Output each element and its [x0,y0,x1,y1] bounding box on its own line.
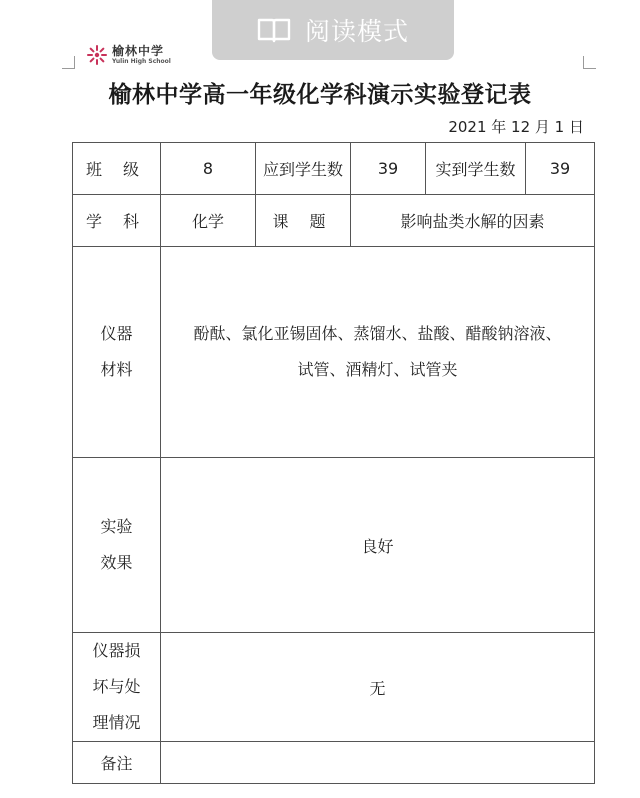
expected-students-value: 39 [351,143,426,195]
materials-label-line: 仪器 [100,324,133,343]
reading-mode-button[interactable] [212,0,454,60]
damage-label-line: 坏与处 [92,677,141,696]
subject-value: 化学 [161,195,256,247]
registration-table [72,142,595,784]
materials-value [161,247,595,458]
logo-name: 榆林中学 [112,44,165,58]
table-row [73,458,595,633]
actual-students-value: 39 [526,143,595,195]
remarks-value [161,742,595,784]
table-row [73,633,595,742]
table-row [73,247,595,458]
topic-label: 课 题 [256,195,351,247]
materials-line: 酚酞、氯化亚锡固体、蒸馏水、盐酸、醋酸钠溶液、 [193,324,562,343]
reading-mode-label: 阅读模式 [304,17,409,46]
table-row [73,742,595,784]
topic-value: 影响盐类水解的因素 [351,195,595,247]
document-date: 2021 年 12 月 1 日 [448,118,584,136]
effect-label-line: 实验 [100,517,133,536]
table-row [73,195,595,247]
effect-label [73,458,161,633]
subject-label: 学 科 [73,195,161,247]
damage-label-line: 仪器损 [92,641,141,660]
damage-label [73,633,161,742]
logo-english: Yulin High School [112,58,171,65]
expected-students-label: 应到学生数 [256,143,351,195]
effect-label-line: 效果 [100,553,133,572]
materials-label-line: 材料 [100,360,133,379]
effect-value: 良好 [161,458,595,633]
materials-label [73,247,161,458]
table-row [73,143,595,195]
remarks-label: 备注 [73,742,161,784]
materials-line: 试管、酒精灯、试管夹 [297,360,458,379]
page-corner-mark [583,56,596,69]
class-value: 8 [161,143,256,195]
class-label: 班 级 [73,143,161,195]
book-open-icon [257,17,291,43]
page-corner-mark [62,56,75,69]
document-title: 榆林中学高一年级化学科演示实验登记表 [108,82,532,108]
school-logo-icon [86,44,108,66]
school-logo [86,44,171,66]
damage-value: 无 [161,633,595,742]
damage-label-line: 理情况 [92,713,141,732]
actual-students-label: 实到学生数 [426,143,526,195]
